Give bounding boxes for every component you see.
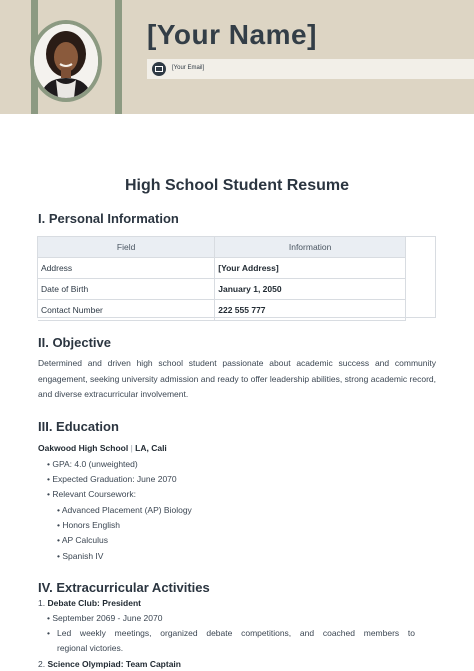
activity-description-cont: regional victories. [57,643,124,653]
objective-heading: II. Objective [38,335,111,350]
activity-number: 1. [38,598,46,608]
bullet-marker: • [47,628,50,638]
profile-photo [34,24,98,98]
course-item: • AP Calculus [57,535,108,545]
graduation-item: • Expected Graduation: June 2070 [47,474,177,484]
table-row [38,279,406,300]
school-location: LA, Cali [135,443,167,453]
activity-title: Science Olympiad: Team Captain [47,659,181,669]
value-cell: 222 555 777 [215,300,406,321]
course-item: • Spanish IV [57,551,103,561]
field-cell: Date of Birth [38,279,215,300]
column-header: Field [38,237,215,258]
coursework-item: • Relevant Coursework: [47,489,136,499]
course-item: • Honors English [57,520,120,530]
gpa-item: • GPA: 4.0 (unweighted) [47,459,138,469]
activity-item [38,659,181,669]
value-cell: January 1, 2050 [215,279,406,300]
field-cell: Address [38,258,215,279]
activity-dates: • September 2069 - June 2070 [47,613,162,623]
table-header-row [38,237,406,258]
extracurricular-heading: IV. Extracurricular Activities [38,580,210,595]
table-row [38,258,406,279]
objective-text: Determined and driven high school student passionate about academic success and community engagement, seeking university admission and ready to offer leadership abilities, strong academic record, and diverse extracurricular involvement. [38,358,436,399]
activity-item [38,598,141,608]
field-cell: Contact Number [38,300,215,321]
course-item: • Advanced Placement (AP) Biology [57,505,192,515]
education-heading: III. Education [38,419,119,434]
activity-title: Debate Club: President [47,598,141,608]
candidate-name: [Your Name] [147,19,317,50]
school-name: Oakwood High School [38,443,129,453]
column-header: Information [215,237,406,258]
school-line: Oakwood High School | LA, Cali [38,443,167,453]
value-cell: [Your Address] [215,258,406,279]
decorative-stripe-right [115,0,122,114]
activity-number: 2. [38,659,46,669]
document-title: High School Student Resume [124,177,349,194]
email-text: [Your Email] [172,65,205,71]
activity-description: Led weekly meetings, organized debate competitions, and coached members to [57,628,415,638]
personal-info-table [37,236,436,318]
personal-info-heading: I. Personal Information [38,211,179,226]
email-icon [152,62,166,76]
table-row [38,300,406,321]
